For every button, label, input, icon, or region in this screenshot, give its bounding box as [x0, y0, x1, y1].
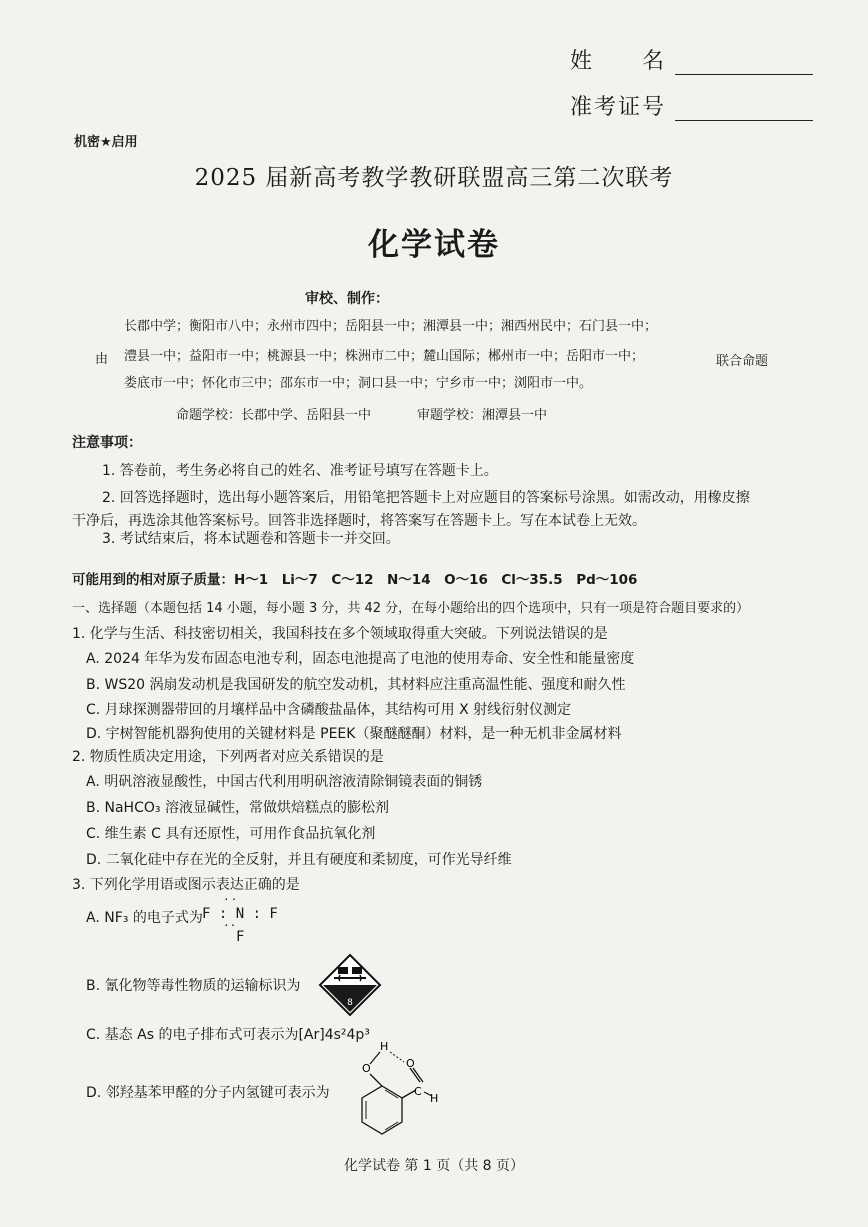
school-line-2: 澧县一中；益阳市一中；桃源县一中；株洲市二中；麓山国际；郴州市一中；岳阳市一中；	[124, 349, 645, 364]
school-line-1: 长郡中学；衡阳市八中；永州市四中；岳阳县一中；湘潭县一中；湘西州民中；石门县一中；	[124, 319, 658, 334]
bond-dots: ··	[223, 919, 237, 932]
hazard-class-number: 8	[347, 998, 353, 1008]
note-item: 2. 回答选择题时，选出每小题答案后，用铅笔把答题卡上对应题目的答案标号涂黑。如需改动，用橡皮擦	[102, 490, 750, 506]
confidential-mark: 机密★启用	[74, 135, 138, 150]
question-2-option-d: D. 二氧化硅中存在光的全反射，并且有硬度和柔韧度，可作光导纤维	[86, 852, 512, 868]
setter-school: 命题学校：长郡中学、岳阳县一中	[176, 408, 372, 423]
question-3-option-c: C. 基态 As 的电子排布式可表示为[Ar]4s²4p³	[86, 1027, 370, 1043]
organizer-prefix: 由	[95, 352, 109, 367]
reviewed-label: 审校、制作：	[305, 291, 389, 307]
name-label: 姓 名	[570, 49, 667, 74]
exam-id-blank	[675, 96, 813, 121]
bleed-through-text	[70, 76, 395, 95]
exam-id-field	[570, 90, 813, 121]
question-2-option-c: C. 维生素 C 具有还原性，可用作食品抗氧化剂	[86, 826, 376, 842]
question-2-option-a: A. 明矾溶液显酸性，中国古代利用明矾溶液清除铜镜表面的铜锈	[86, 774, 483, 790]
question-3-option-d: D. 邻羟基苯甲醛的分子内氢键可表示为	[86, 1085, 330, 1101]
name-field	[570, 44, 813, 75]
setter-schools	[176, 404, 593, 423]
subject-title: 化学试卷	[368, 227, 500, 263]
question-2-option-b: B. NaHCO₃ 溶液显碱性，常做烘焙糕点的膨松剂	[86, 800, 389, 816]
question-3-option-b: B. 氰化物等毒性物质的运输标识为	[86, 978, 301, 994]
notes-title: 注意事项：	[72, 435, 142, 451]
nf3-lower-f: F	[236, 929, 245, 945]
phenol-oxygen: O	[362, 1062, 371, 1075]
review-school: 审题学校：湘潭县一中	[417, 408, 548, 423]
note-item: 3. 考试结束后，将本试题卷和答题卡一并交回。	[102, 531, 400, 547]
hydrogen-bond-structure	[340, 1040, 450, 1148]
question-3-option-a: A. NF₃ 的电子式为	[86, 910, 203, 926]
organizer-suffix: 联合命题	[716, 354, 769, 369]
section-heading: 一、选择题（本题包括 14 小题，每小题 3 分，共 42 分，在每小题给出的四个选项中，只有一项是符合题目要求的）	[72, 601, 750, 616]
carbonyl-oxygen: O	[406, 1057, 415, 1070]
question-1-stem: 1. 化学与生活、科技密切相关，我国科技在多个领域取得重大突破。下列说法错误的是	[72, 626, 608, 642]
question-1-option-a: A. 2024 年华为发布固态电池专利，固态电池提高了电池的使用寿命、安全性和能量密度	[86, 651, 635, 667]
name-blank	[675, 50, 813, 75]
hazard-sign-icon	[318, 953, 382, 1017]
question-3-stem: 3. 下列化学用语或图示表达正确的是	[72, 877, 300, 893]
note-item: 1. 答卷前，考生务必将自己的姓名、准考证号填写在答题卡上。	[102, 463, 498, 479]
question-1-option-c: C. 月球探测器带回的月壤样品中含磷酸盐晶体，其结构可用 X 射线衍射仪测定	[86, 702, 572, 718]
question-1-option-d: D. 宇树智能机器狗使用的关键材料是 PEEK（聚醚醚酮）材料，是一种无机非金属材料	[86, 726, 622, 742]
exam-title: 2025 届新高考教学教研联盟高三第二次联考	[194, 165, 674, 191]
school-line-3: 娄底市一中；怀化市三中；邵东市一中；洞口县一中；宁乡市一中；浏阳市一中。	[124, 376, 593, 391]
lone-pair-dots: ··	[223, 893, 239, 906]
question-1-option-b: B. WS20 涡扇发动机是我国研发的航空发动机，其材料应注重高温性能、强度和耐久性	[86, 677, 626, 693]
hydroxyl-hydrogen: H	[380, 1040, 389, 1053]
nf3-lewis-structure	[202, 893, 292, 949]
aldehyde-hydrogen: H	[430, 1092, 439, 1105]
aldehyde-carbon: C	[414, 1085, 422, 1098]
note-item: 干净后，再选涂其他答案标号。回答非选择题时，将答案写在答题卡上。写在本试卷上无效。	[72, 513, 646, 529]
page-footer: 化学试卷 第 1 页（共 8 页）	[343, 1158, 525, 1174]
nf3-formula: F : N : F	[202, 906, 278, 922]
question-2-stem: 2. 物质性质决定用途，下列两者对应关系错误的是	[72, 749, 384, 765]
exam-id-label: 准考证号	[570, 95, 667, 120]
atomic-masses: 可能用到的相对原子质量：H～1 Li～7 C～12 N～14 O～16 Cl～35.5 Pd～106	[72, 572, 638, 588]
